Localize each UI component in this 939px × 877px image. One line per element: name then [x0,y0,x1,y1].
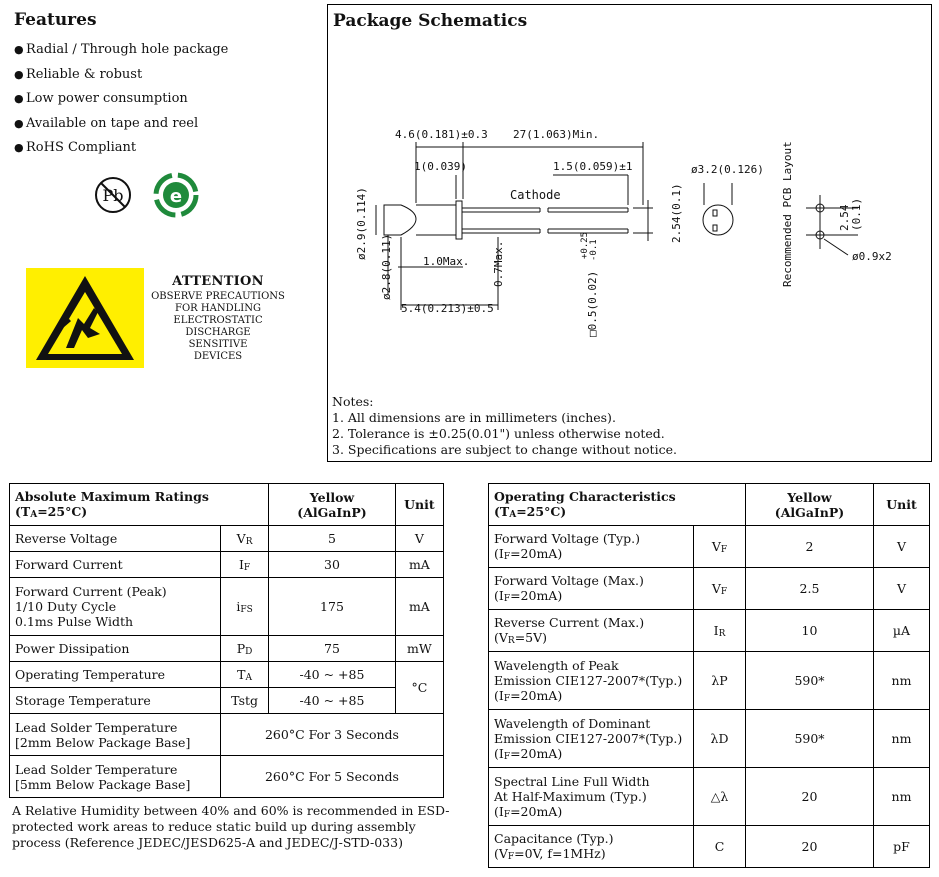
dim-pcb-hole: ø0.9x2 [852,250,892,263]
dim-dia-flange: ø2.9(0.114) [355,187,368,260]
bullet-icon: ● [14,43,24,56]
feature-item: ● Reliable & robust [14,63,314,88]
dim-tol-minus: -0.1 [589,239,599,261]
svg-text:e: e [169,186,183,207]
features-section [14,10,314,161]
table-header: Operating Characteristics (TA=25°C) Yellow (AlGaInP) Unit [489,484,930,526]
table-row: Storage Temperature Tstg -40 ~ +85 [10,688,444,714]
dim-lead-square: □0.5(0.02) [586,270,599,337]
features-title: Features [14,10,97,30]
feature-item: ● Low power consumption [14,87,314,112]
table-row: Capacitance (Typ.) (VF=0V, f=1MHz) C 20 pF [489,826,930,868]
dim-lead-min: 27(1.063)Min. [513,128,600,141]
pb-text: Pb [102,186,124,205]
table-row: Reverse Current (Max.) (VR=5V) IR 10 µA [489,610,930,652]
dim-max-1: 1.0Max. [423,255,470,268]
package-notes: Notes: 1. All dimensions are in millimeters (inches). 2. Tolerance is ±0.25(0.01") unless otherwise noted. 3. Specifications are subject to change without notice. [332,394,677,457]
dim-pcb-pitch-in: (0.1) [850,197,863,231]
package-title: Package Schematics [333,11,528,31]
pb-free-icon [90,174,136,216]
dim-lead-end: 1.5(0.059)±1 [553,160,633,173]
package-schematics [327,4,932,462]
dim-tol-plus: +0.25 [580,231,590,259]
dim-lead-pitch: 2.54(0.1) [670,183,683,243]
dim-dia-top: ø3.2(0.126) [691,163,764,176]
dim-dia-body: ø2.8(0.11) [380,233,393,300]
bullet-icon: ● [14,67,24,81]
attention-body: OBSERVE PRECAUTIONS FOR HANDLING ELECTROSTATIC DISCHARGE SENSITIVE DEVICES [151,291,285,362]
table-row: Reverse Voltage VR 5 V [10,526,444,552]
esd-warning-icon [26,268,144,368]
attention-notice [150,274,286,363]
operating-characteristics-table [488,483,930,868]
pcb-layout-title: Recommended PCB Layout [781,141,794,287]
table-row: Forward Voltage (Max.) (IF=20mA) VF 2.5 V [489,568,930,610]
dim-body-length: 5.4(0.213)±0.5 [401,302,494,315]
table-row: Lead Solder Temperature [2mm Below Package Base] 260°C For 3 Seconds [10,714,444,756]
dim-pcb-pitch: 2.54 [838,204,851,231]
table-row: Wavelength of Dominant Emission CIE127-2007*(Typ.) (IF=20mA) λD 590* nm [489,710,930,768]
rohs-e-icon [150,172,202,218]
absolute-max-ratings-table [9,483,444,798]
bullet-icon: ● [14,141,24,154]
humidity-note: A Relative Humidity between 40% and 60% is recommended in ESD-protected work areas to reduce static build up during assembly process (Reference JEDEC/JESD625-A and JEDEC/J-STD-033) [12,803,450,850]
dim-max-07: 0.7Max. [492,240,505,287]
table-row: Power Dissipation PD 75 mW [10,636,444,662]
cathode-label: Cathode [510,188,561,202]
bullet-icon: ● [14,116,24,130]
table-row: Spectral Line Full Width At Half-Maximum (Typ.) (IF=20mA) △λ 20 nm [489,768,930,826]
attention-title: ATTENTION [172,274,264,289]
table-row: Operating Temperature TA -40 ~ +85 °C [10,662,444,688]
dim-flange: 1(0.039) [414,160,467,173]
table-row: Wavelength of Peak Emission CIE127-2007*(Typ.) (IF=20mA) λP 590* nm [489,652,930,710]
features-list [14,38,314,161]
table-row: Lead Solder Temperature [5mm Below Package Base] 260°C For 5 Seconds [10,756,444,798]
table-row: Forward Voltage (Typ.) (IF=20mA) VF 2 V [489,526,930,568]
package-drawing [328,5,933,395]
dim-lead-length: 4.6(0.181)±0.3 [395,128,488,141]
table-row: Forward Current IF 30 mA [10,552,444,578]
feature-item: ● Radial / Through hole package [14,38,314,63]
table-row: Forward Current (Peak) 1/10 Duty Cycle 0.1ms Pulse Width iFS 175 mA [10,578,444,636]
table-header: Absolute Maximum Ratings (TA=25°C) Yellow (AlGaInP) Unit [10,484,444,526]
bullet-icon: ● [14,92,24,105]
feature-item: ● Available on tape and reel [14,112,314,137]
feature-item: ● RoHS Compliant [14,136,314,161]
